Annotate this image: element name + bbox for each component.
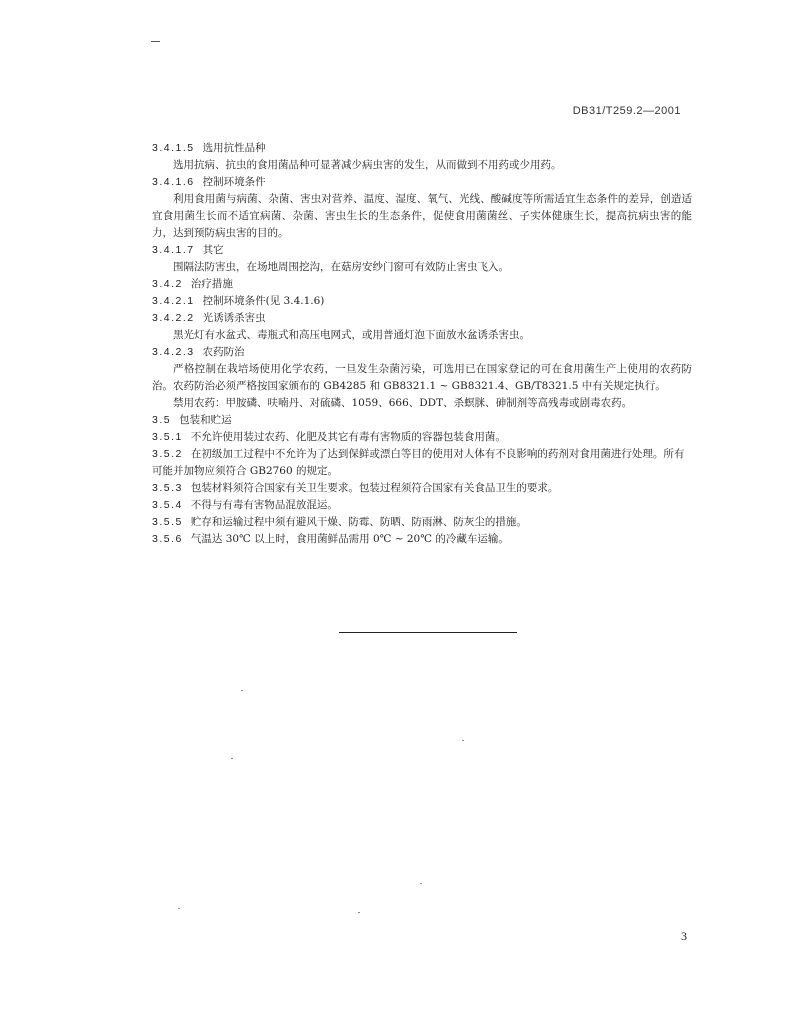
- scan-speck: [358, 912, 360, 913]
- clause-text: 气温达 30℃ 以上时，食用菌鲜品需用 0℃ ~ 20℃ 的冷藏车运输。: [190, 533, 509, 545]
- clause-number: 3.5.3: [152, 482, 183, 494]
- paragraph: 选用抗病、抗虫的食用菌品种可显著减少病虫害的发生，从而做到不用药或少用药。: [173, 159, 562, 171]
- section-number: 3.4.1.7: [152, 244, 195, 256]
- clause: [152, 531, 692, 548]
- section-heading: [152, 276, 692, 293]
- clause-number: 3.5.1: [152, 431, 183, 443]
- clause: [152, 429, 692, 446]
- section-heading: [152, 293, 692, 310]
- clause-text: 在初级加工过程中不允许为了达到保鲜或漂白等目的使用对人体有不良影响的药剂对食用菌进行处理。所有可能并加物应须符合 GB2760 的规定。: [152, 448, 685, 477]
- section-number: 3.4.1.6: [152, 176, 195, 188]
- clause-text: 包装材料须符合国家有关卫生要求。包装过程须符合国家有关食品卫生的要求。: [190, 482, 559, 494]
- section-title: 选用抗性品种: [202, 142, 266, 154]
- document-code: DB31/T259.2—2001: [572, 105, 681, 117]
- section-title: 控制环境条件(见 3.4.1.6): [202, 295, 325, 307]
- clause-number: 3.5.4: [152, 499, 183, 511]
- page-number: 3: [681, 929, 687, 943]
- clause: [152, 446, 692, 480]
- clause: [152, 497, 692, 514]
- section-number: 3.4.2: [152, 278, 183, 290]
- section-title: 其它: [202, 244, 224, 256]
- section-heading: [152, 344, 692, 361]
- scan-speck: [231, 758, 233, 759]
- section-number: 3.5: [152, 414, 172, 426]
- end-rule: [339, 632, 517, 633]
- scan-speck: [241, 690, 243, 691]
- clause-text: 不得与有毒有害物品混放混运。: [190, 499, 338, 511]
- clause-text: 不允许使用装过农药、化肥及其它有毒有害物质的容器包装食用菌。: [190, 431, 506, 443]
- scan-speck: [178, 908, 180, 909]
- section-title: 光诱诱杀害虫: [202, 312, 266, 324]
- section-number: 3.4.2.2: [152, 312, 195, 324]
- clause-number: 3.5.2: [152, 448, 183, 460]
- section-title: 包装和贮运: [179, 414, 232, 426]
- section-heading: [152, 412, 692, 429]
- paragraph: 黑光灯有水盆式、毒瓶式和高压电网式，或用普通灯泡下面放水盆诱杀害虫。: [173, 329, 530, 341]
- paragraph: 禁用农药：甲胺磷、呋喃丹、对硫磷、1059、666、DDT、杀螟脒、砷制剂等高残毒或剧毒农药。: [173, 397, 633, 409]
- scan-mark: [151, 41, 160, 42]
- section-heading: [152, 174, 692, 191]
- paragraph: 利用食用菌与病菌、杂菌、害虫对营养、温度、湿度、氧气、光线、酸碱度等所需适宜生态条件的差异，创造适宜食用菌生长而不适宜病菌、杂菌、害虫生长的生态条件，促使食用菌菌丝、子实体健康生长，提高抗病虫害的能力，达到预防病虫害的目的。: [152, 193, 692, 239]
- section-heading: [152, 310, 692, 327]
- scan-speck: [462, 740, 464, 741]
- paragraph: 严格控制在栽培场使用化学农药，一旦发生杂菌污染，可选用已在国家登记的可在食用菌生产上使用的农药防治。农药防治必须严格按国家颁布的 GB4285 和 GB8321.1 ~ GB8321.4、GB/T8321.5 中有关规定执行。: [152, 363, 692, 392]
- section-heading: [152, 140, 692, 157]
- section-number: 3.4.2.3: [152, 346, 195, 358]
- scan-speck: [420, 883, 422, 884]
- section-title: 治疗措施: [190, 278, 233, 290]
- section-heading: [152, 242, 692, 259]
- clause-text: 贮存和运输过程中须有避风干燥、防霉、防晒、防雨淋、防灰尘的措施。: [190, 516, 527, 528]
- document-body: [152, 140, 692, 548]
- clause: [152, 480, 692, 497]
- paragraph: 围隔法防害虫，在场地周围挖沟，在菇房安纱门窗可有效防止害虫飞入。: [173, 261, 509, 273]
- clause-number: 3.5.5: [152, 516, 183, 528]
- section-title: 农药防治: [202, 346, 245, 358]
- clause: [152, 514, 692, 531]
- section-number: 3.4.1.5: [152, 142, 195, 154]
- section-title: 控制环境条件: [202, 176, 266, 188]
- section-number: 3.4.2.1: [152, 295, 195, 307]
- clause-number: 3.5.6: [152, 533, 183, 545]
